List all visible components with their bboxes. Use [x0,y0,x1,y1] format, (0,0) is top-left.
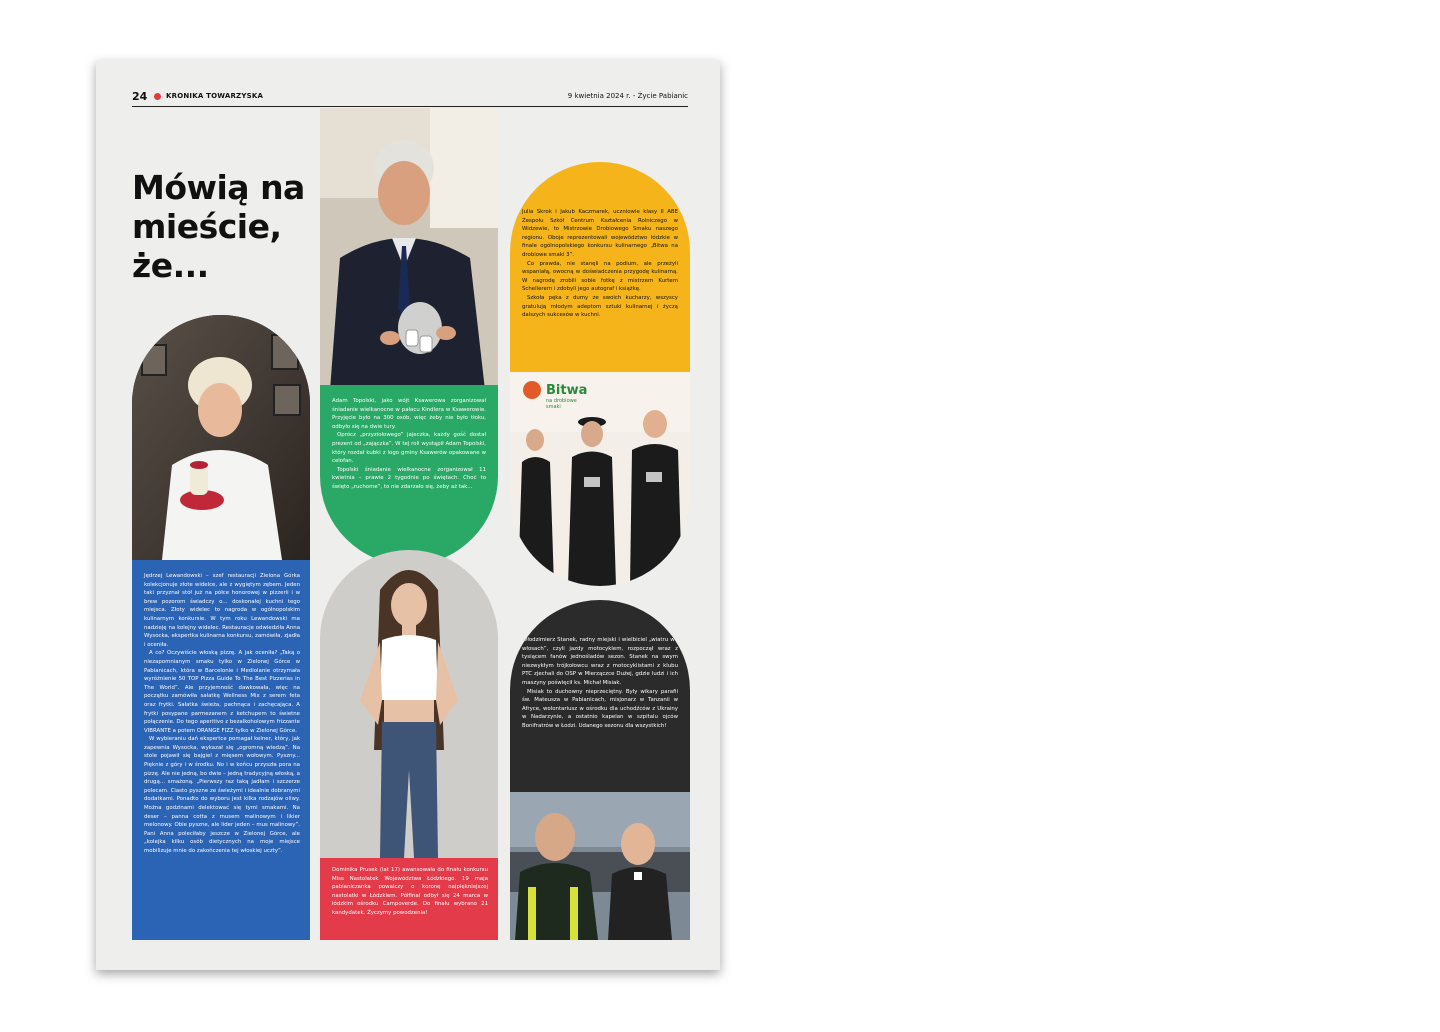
paragraph: Co prawda, nie stanęli na podium, ale przeżyli wspaniałą, owocną w doświadczenia przygodę kulinarną. W nagrodę zrobili sobie fotkę z mistrzem Kurtem Schellerem i zdobyli jego autograf i książkę. [522,260,678,293]
paragraph: Szkoła pęka z dumy ze swoich kucharzy, wszyscy gratulują młodym adeptom sztuki kulinarnej i życzą dalszych sukcesów w kuchni. [522,294,678,319]
paragraph: Oprócz „przyziołowego” jajeczka, każdy gość dostał prezent od „zajączka”. W tej roli wystąpił Adam Topolski, który rozdał kubki z logo gminy Ksawerów opakowane w celofan. [332,432,486,465]
page-headline [132,168,312,285]
chef-photo [132,315,310,560]
blue-story-text [144,572,300,856]
bitwa-banner-sub2: smaki [546,404,561,410]
page-number: 24 [132,90,148,103]
bikers-photo-illustration [510,792,690,940]
bitwa-banner-sub: na drobiowe [546,398,577,404]
issue-date: 9 kwietnia 2024 r. - Życie Pabianic [567,92,688,100]
dark-story-box [510,600,690,792]
bitwa-photo [510,372,690,586]
paragraph: Julia Skrok i Jakub Kaczmarek, uczniowie klasy II ABE Zespołu Szkół Centrum Kształcenia Rolniczego w Widzewie, to Mistrzowie Drobiowego Smaku naszego regionu. Oboje reprezentowali województwo łódzkie w finale ogólnopolskiego konkursu kulinarnego „Bitwa na drobiowe smaki 3”. [522,209,678,258]
page-header [132,90,688,107]
paragraph: Adam Topolski, jako wójt Ksawerowa zorganizował śniadanie wielkanocne w pałacu Kindlera w Ksawerowie. Przyjęcie było na 300 osób, więc żeby nie było tłoku, odbyło się na dwie tury. [332,398,486,430]
paragraph: A co? Oczywiście włoską pizzę. A jak oceniła? „Taką o niezapomnianym smaku tylko w Zielonej Górce w Pabianicach, która w Barcelonie i Mediolanie otrzymała wyróżnienie 50 TOP Pizza Guide To The Best Pizzerias in The World”. Ale przyjemność dawkowała, więc na początku zamówiła sałatkę Wellness Mix z serem feta oraz frytki. Sałatka świeża, pachnąca i zachęcająca. A frytki posypane parmezanem z ketchupem to świetne połączenie. Do tego aperitivo z bezalkoholowym frizzante VIBRANTE a potem ORANGE FIZZ tylko w Zielonej Górce. [144,650,300,734]
green-story-text [332,397,486,492]
section-dot-icon [154,93,161,100]
paragraph: Topolski śniadanie wielkanocne zorganizował 11 kwietnia – prawie 2 tygodnie po świętach. Choć to święto „ruchome”, to nie zdarzało się, żeby aż tak... [332,466,486,490]
section-title: KRONIKA TOWARZYSKA [166,92,264,100]
paragraph: Jędrzej Lewandowski – szef restauracji Zielona Górka kolekcjonuje złote widelce, ale z wygiętym zębem. Jeden taki przyznał stół już na półce honorowej w pizzerii i w brew pozorom świadczy o... doskonałej kuchni tego miejsca. Złoty widelec to nagroda w ogólnopolskim kulinarnym konkursie. W tym roku Lewandowski ma nadzieję na kolejny widelec. Restauracje odwiedziła Anna Wysocka, ekspertka kulinarna konkursu, zamówiła, zjadła i oceniła. [144,573,300,648]
wojt-photo [320,108,498,390]
chef-photo-illustration [132,315,310,560]
red-story-box [320,858,498,940]
wojt-photo-illustration [320,108,498,390]
miss-photo [320,550,498,858]
headline-line: że... [132,246,209,285]
yellow-story-box [510,162,690,372]
yellow-story-text [522,208,678,320]
headline-line: mieście, [132,207,282,246]
dark-story-text [522,636,678,731]
left-column [132,315,310,940]
bitwa-banner-title: Bitwa [546,383,588,398]
paragraph: Dominika Prusek (lat 17) awansowała do finału konkursu Miss Nastolatek Województwa Łódzkiego. 19 maja pabianiczanka powalczy o koronę najpiękniejszej nastolatki w Łódzkiem. Półfinał odbył się 24 marca w łódzkim ośrodku Campoverde. Do finału wybrano 21 kandydatek. Życzymy powodzenia! [332,867,488,916]
paragraph: W wybieraniu dań ekspertce pomagał kelner, który, jak zapewnia Wysocka, wykazał się „ogromną wiedzą”. Na stole pojawił się bajgiel z mięsem wołowym. Pyszny... Pięknie z góry i w środku. No i w końcu przyszła pora na pizzę. Ale nie jedną, bo dwie – jedną tradycyjną włoską, a drugą... smażoną. „Pierwszy raz taką jadłam i szczerze polecam. Ciasto pyszne ze świeżymi i idealnie dobranymi dodatkami. Ponadto do wyboru jest kilka rodzajów oliwy. Można godzinami delektować się tymi smakami. Na deser – panna cotta z musem malinowym i likier melonowy. Obie pyszne, ale lider jeden – mus malinowy”. Pani Anna poleciłaby jeszcze w Zielonej Górce, ale „kolejka kilku osób dietycznych na moje miejsce mobilizuje mnie do zakończenia tej włoskiej uczty”. [144,736,300,854]
paragraph: Misiak to duchowny nieprzeciętny. Były wikary parafii św. Mateusza w Pabianicach, misjonarz w Tanzanii w Afryce, wolontariusz w ośrodku dla uchodźców z Ukrainy w Nadarzynie, a ostatnio kapelan w szpitalu ojców Bonifratrów w Łodzi. Udanego sezonu dla wszystkich! [522,688,678,729]
bikers-photo [510,792,690,940]
blue-story-box [132,560,310,940]
bitwa-photo-illustration [510,372,690,586]
green-story-box [320,385,498,565]
paragraph: Włodzimierz Stanek, radny miejski i wielbiciel „wiatru we włosach”, czyli jazdy motocyklem, rozpoczął wraz z tysiącem fanów jednośladów sezon. Stanek na swym niezwykłym trójkołowcu wraz z motocyklistami z klubu PTC zjechali do OSP w Mierzączce Dużej, gdzie ludzi i ich maszyny poświęcił ks. Michał Misiak. [522,637,678,686]
miss-photo-illustration [320,550,498,858]
newspaper-page [96,60,720,970]
headline-line: Mówią na [132,168,305,207]
red-story-text [332,866,488,918]
